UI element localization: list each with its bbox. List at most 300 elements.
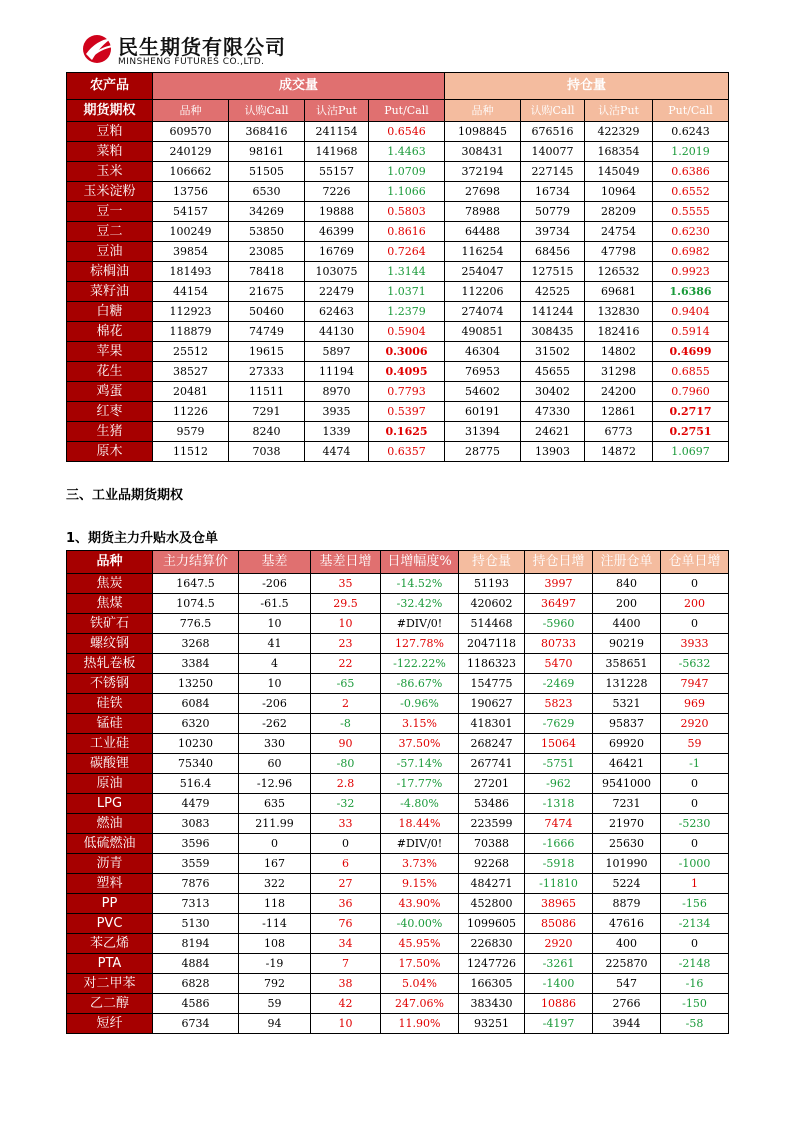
table-cell: 141244 — [521, 302, 585, 322]
volume-group-header: 成交量 — [153, 73, 445, 100]
column-header: 品种 — [67, 551, 153, 574]
table-cell: -5230 — [661, 814, 729, 834]
table-cell: -80 — [311, 754, 381, 774]
table-cell: 200 — [661, 594, 729, 614]
logo-chinese-name: 民生期货有限公司 — [118, 35, 286, 59]
table-cell: 106662 — [153, 162, 229, 182]
table-cell: 145049 — [585, 162, 653, 182]
column-header: 基差 — [239, 551, 311, 574]
table-row — [67, 202, 729, 222]
section-3-1-title: 1、期货主力升贴水及仓单 — [66, 531, 219, 546]
table-row — [67, 954, 729, 974]
table-cell: 8194 — [153, 934, 239, 954]
table-cell: 7038 — [229, 442, 305, 462]
table-cell: 76953 — [445, 362, 521, 382]
table-cell: 6530 — [229, 182, 305, 202]
table-cell: -17.77% — [381, 774, 459, 794]
table-cell: 840 — [593, 574, 661, 594]
table-cell: 7231 — [593, 794, 661, 814]
table-cell: 16769 — [305, 242, 369, 262]
table-cell: 0 — [661, 834, 729, 854]
table-row — [67, 634, 729, 654]
table-cell: 1.3144 — [369, 262, 445, 282]
table-cell: 241154 — [305, 122, 369, 142]
table-cell: 59 — [239, 994, 311, 1014]
table-cell: 108 — [239, 934, 311, 954]
table-cell: 118 — [239, 894, 311, 914]
table-cell: 47798 — [585, 242, 653, 262]
table-cell: 101990 — [593, 854, 661, 874]
table-cell: 36497 — [525, 594, 593, 614]
table-row — [67, 894, 729, 914]
table-cell: 308431 — [445, 142, 521, 162]
table-cell: 254047 — [445, 262, 521, 282]
table-row — [67, 302, 729, 322]
row-label: 原木 — [67, 442, 153, 462]
table-cell: 225870 — [593, 954, 661, 974]
table-cell: 14802 — [585, 342, 653, 362]
table-cell: -114 — [239, 914, 311, 934]
table-cell: 452800 — [459, 894, 525, 914]
table-cell: 0 — [661, 574, 729, 594]
table-cell: 4479 — [153, 794, 239, 814]
table-cell: 308435 — [521, 322, 585, 342]
table-cell: -86.67% — [381, 674, 459, 694]
row-label: 花生 — [67, 362, 153, 382]
table-row — [67, 814, 729, 834]
table-cell: 0 — [239, 834, 311, 854]
table-cell: 1.0371 — [369, 282, 445, 302]
table-cell: 11512 — [153, 442, 229, 462]
table-cell: 0.6357 — [369, 442, 445, 462]
table-cell: 100249 — [153, 222, 229, 242]
table-cell: 50460 — [229, 302, 305, 322]
corner-bottom-label: 期货期权 — [67, 100, 153, 122]
row-label: 豆二 — [67, 222, 153, 242]
table-cell: 0.7793 — [369, 382, 445, 402]
table-cell: 43.90% — [381, 894, 459, 914]
table-cell: 10 — [311, 614, 381, 634]
row-label: 棉花 — [67, 322, 153, 342]
row-label: 菜籽油 — [67, 282, 153, 302]
table-cell: 46304 — [445, 342, 521, 362]
table-cell: -2148 — [661, 954, 729, 974]
table-cell: 4474 — [305, 442, 369, 462]
table-cell: 6734 — [153, 1014, 239, 1034]
row-label: 苹果 — [67, 342, 153, 362]
row-label: 硅铁 — [67, 694, 153, 714]
table-cell: 4884 — [153, 954, 239, 974]
table-cell: -19 — [239, 954, 311, 974]
column-header: 持仓日增 — [525, 551, 593, 574]
table-cell: 18.44% — [381, 814, 459, 834]
table-cell: 368416 — [229, 122, 305, 142]
table-cell: -11810 — [525, 874, 593, 894]
row-label: 菜粕 — [67, 142, 153, 162]
table-row — [67, 122, 729, 142]
table-cell: 5.04% — [381, 974, 459, 994]
table-row — [67, 874, 729, 894]
table-cell: 1099605 — [459, 914, 525, 934]
table-cell: 44154 — [153, 282, 229, 302]
table-cell: 10886 — [525, 994, 593, 1014]
table-cell: 422329 — [585, 122, 653, 142]
row-label: 对二甲苯 — [67, 974, 153, 994]
table-cell: 2 — [311, 694, 381, 714]
table-cell: 181493 — [153, 262, 229, 282]
table-row — [67, 382, 729, 402]
table-cell: 7474 — [525, 814, 593, 834]
table-cell: 182416 — [585, 322, 653, 342]
table-cell: 676516 — [521, 122, 585, 142]
table-cell: -0.96% — [381, 694, 459, 714]
table-cell: 23 — [311, 634, 381, 654]
table-cell: 64488 — [445, 222, 521, 242]
table-cell: 0.4699 — [653, 342, 729, 362]
table-cell: 358651 — [593, 654, 661, 674]
table-cell: 7291 — [229, 402, 305, 422]
table-cell: -122.22% — [381, 654, 459, 674]
table-cell: #DIV/0! — [381, 834, 459, 854]
table-row — [67, 242, 729, 262]
table-cell: -156 — [661, 894, 729, 914]
table-cell: 50779 — [521, 202, 585, 222]
row-label: 燃油 — [67, 814, 153, 834]
table-cell: 27 — [311, 874, 381, 894]
table-cell: 0.4095 — [369, 362, 445, 382]
table-cell: 792 — [239, 974, 311, 994]
table-cell: 10 — [239, 614, 311, 634]
table-cell: 11226 — [153, 402, 229, 422]
table-row — [67, 362, 729, 382]
table-cell: 1.6386 — [653, 282, 729, 302]
table-cell: 6 — [311, 854, 381, 874]
table-cell: 22479 — [305, 282, 369, 302]
column-header: Put/Call — [369, 100, 445, 122]
table-cell: 6773 — [585, 422, 653, 442]
table-cell: 227145 — [521, 162, 585, 182]
table-cell: 37.50% — [381, 734, 459, 754]
table-cell: 45655 — [521, 362, 585, 382]
table-cell: 8879 — [593, 894, 661, 914]
table-cell: 15064 — [525, 734, 593, 754]
table-cell: 1.2019 — [653, 142, 729, 162]
table-cell: 5130 — [153, 914, 239, 934]
row-label: 豆一 — [67, 202, 153, 222]
table-cell: 53486 — [459, 794, 525, 814]
table-cell: 1.4463 — [369, 142, 445, 162]
table-cell: -5960 — [525, 614, 593, 634]
table-cell: 484271 — [459, 874, 525, 894]
table-cell: 268247 — [459, 734, 525, 754]
table-cell: 3083 — [153, 814, 239, 834]
table-cell: -61.5 — [239, 594, 311, 614]
table-cell: 28209 — [585, 202, 653, 222]
table-cell: 267741 — [459, 754, 525, 774]
table-cell: 27698 — [445, 182, 521, 202]
section-3-title: 三、工业品期货期权 — [66, 488, 184, 503]
row-label: 工业硅 — [67, 734, 153, 754]
table-cell: 166305 — [459, 974, 525, 994]
table-cell: -2134 — [661, 914, 729, 934]
table-cell: 4586 — [153, 994, 239, 1014]
table-cell: 21970 — [593, 814, 661, 834]
table-cell: 78418 — [229, 262, 305, 282]
table-cell: 0.6386 — [653, 162, 729, 182]
table-cell: 1 — [661, 874, 729, 894]
table-cell: -5918 — [525, 854, 593, 874]
table-cell: 31394 — [445, 422, 521, 442]
column-header: Put/Call — [653, 100, 729, 122]
table-row — [67, 442, 729, 462]
table-cell: 969 — [661, 694, 729, 714]
column-header: 主力结算价 — [153, 551, 239, 574]
table-cell: 46399 — [305, 222, 369, 242]
row-label: PVC — [67, 914, 153, 934]
table-cell: 14872 — [585, 442, 653, 462]
table-cell: 0.6982 — [653, 242, 729, 262]
table-cell: 211.99 — [239, 814, 311, 834]
table-cell: 8970 — [305, 382, 369, 402]
table-cell: 13756 — [153, 182, 229, 202]
table-cell: 103075 — [305, 262, 369, 282]
table-cell: 92268 — [459, 854, 525, 874]
table-cell: 0.8616 — [369, 222, 445, 242]
table-cell: 4 — [239, 654, 311, 674]
table-cell: 609570 — [153, 122, 229, 142]
table-cell: 11194 — [305, 362, 369, 382]
table-row — [67, 674, 729, 694]
table-row — [67, 614, 729, 634]
table-cell: 3384 — [153, 654, 239, 674]
table-cell: 17.50% — [381, 954, 459, 974]
table-row — [67, 754, 729, 774]
column-header: 认沽Put — [305, 100, 369, 122]
row-label: 红枣 — [67, 402, 153, 422]
table-cell: 2920 — [525, 934, 593, 954]
table-cell: 93251 — [459, 1014, 525, 1034]
corner-top-label: 农产品 — [67, 73, 153, 100]
table-cell: 3.15% — [381, 714, 459, 734]
table-cell: 7876 — [153, 874, 239, 894]
table-row — [67, 594, 729, 614]
column-header: 日增幅度% — [381, 551, 459, 574]
table-cell: 0.3006 — [369, 342, 445, 362]
row-label: LPG — [67, 794, 153, 814]
table-cell: 1186323 — [459, 654, 525, 674]
table-cell: 274074 — [445, 302, 521, 322]
table-cell: 490851 — [445, 322, 521, 342]
table-cell: 3944 — [593, 1014, 661, 1034]
table-cell: 635 — [239, 794, 311, 814]
table-cell: 3596 — [153, 834, 239, 854]
table-cell: -1000 — [661, 854, 729, 874]
table-cell: -206 — [239, 574, 311, 594]
table-cell: 0.7960 — [653, 382, 729, 402]
row-label: PP — [67, 894, 153, 914]
table-cell: -40.00% — [381, 914, 459, 934]
table-cell: 11511 — [229, 382, 305, 402]
table-cell: -3261 — [525, 954, 593, 974]
table-cell: -150 — [661, 994, 729, 1014]
table-cell: 418301 — [459, 714, 525, 734]
table-cell: -962 — [525, 774, 593, 794]
row-label: PTA — [67, 954, 153, 974]
table-cell: 34269 — [229, 202, 305, 222]
table-cell: -58 — [661, 1014, 729, 1034]
table-cell: -32.42% — [381, 594, 459, 614]
table-cell: 47330 — [521, 402, 585, 422]
table-cell: -5751 — [525, 754, 593, 774]
table-cell: 0.5555 — [653, 202, 729, 222]
logo-english-name: MINSHENG FUTURES CO.,LTD. — [118, 57, 265, 67]
row-label: 铁矿石 — [67, 614, 153, 634]
table-cell: 51193 — [459, 574, 525, 594]
agri-options-table — [66, 72, 729, 462]
column-header: 基差日增 — [311, 551, 381, 574]
table-cell: 118879 — [153, 322, 229, 342]
table-cell: 5321 — [593, 694, 661, 714]
row-label: 原油 — [67, 774, 153, 794]
table-cell: 53850 — [229, 222, 305, 242]
table-cell: 13250 — [153, 674, 239, 694]
table-cell: 95837 — [593, 714, 661, 734]
table-cell: 22 — [311, 654, 381, 674]
table-row — [67, 934, 729, 954]
table-cell: 0 — [661, 934, 729, 954]
table-cell: 62463 — [305, 302, 369, 322]
table-row — [67, 162, 729, 182]
row-label: 苯乙烯 — [67, 934, 153, 954]
table-cell: 0.1625 — [369, 422, 445, 442]
table-row — [67, 402, 729, 422]
table-cell: 60191 — [445, 402, 521, 422]
table-cell: 44130 — [305, 322, 369, 342]
table-cell: 127.78% — [381, 634, 459, 654]
column-header: 品种 — [153, 100, 229, 122]
table-row — [67, 794, 729, 814]
table-cell: 54157 — [153, 202, 229, 222]
table-cell: 0 — [311, 834, 381, 854]
table-cell: 3935 — [305, 402, 369, 422]
table-cell: 60 — [239, 754, 311, 774]
table-cell: 516.4 — [153, 774, 239, 794]
table-cell: 70388 — [459, 834, 525, 854]
table-cell: 0.5914 — [653, 322, 729, 342]
table-cell: 29.5 — [311, 594, 381, 614]
row-label: 白糖 — [67, 302, 153, 322]
table-cell: 2920 — [661, 714, 729, 734]
table-cell: 42 — [311, 994, 381, 1014]
table-cell: 0.9923 — [653, 262, 729, 282]
table-cell: 127515 — [521, 262, 585, 282]
table-cell: 5470 — [525, 654, 593, 674]
table-cell: 12861 — [585, 402, 653, 422]
table-cell: 1647.5 — [153, 574, 239, 594]
table-row — [67, 1014, 729, 1034]
table-cell: 247.06% — [381, 994, 459, 1014]
table-cell: 1247726 — [459, 954, 525, 974]
row-label: 乙二醇 — [67, 994, 153, 1014]
table-cell: 1.0709 — [369, 162, 445, 182]
open-interest-group-header: 持仓量 — [445, 73, 729, 100]
table-cell: 7313 — [153, 894, 239, 914]
table-cell: 38527 — [153, 362, 229, 382]
table-row — [67, 282, 729, 302]
table-cell: 25512 — [153, 342, 229, 362]
table-cell: 0.6552 — [653, 182, 729, 202]
column-header: 认购Call — [229, 100, 305, 122]
table-cell: 24621 — [521, 422, 585, 442]
table-cell: 34 — [311, 934, 381, 954]
row-label: 低硫燃油 — [67, 834, 153, 854]
row-label: 玉米 — [67, 162, 153, 182]
table-cell: 1098845 — [445, 122, 521, 142]
table-cell: 0.2751 — [653, 422, 729, 442]
table-cell: 41 — [239, 634, 311, 654]
table-cell: 47616 — [593, 914, 661, 934]
table-row — [67, 714, 729, 734]
table-cell: 126532 — [585, 262, 653, 282]
table-cell: 59 — [661, 734, 729, 754]
table-cell: 10 — [239, 674, 311, 694]
table-cell: -4.80% — [381, 794, 459, 814]
table-cell: 9.15% — [381, 874, 459, 894]
row-label: 沥青 — [67, 854, 153, 874]
row-label: 豆粕 — [67, 122, 153, 142]
table-cell: 7226 — [305, 182, 369, 202]
table-row — [67, 994, 729, 1014]
table-cell: 39854 — [153, 242, 229, 262]
table-cell: 54602 — [445, 382, 521, 402]
table-cell: 24754 — [585, 222, 653, 242]
table-cell: 132830 — [585, 302, 653, 322]
table-cell: 31502 — [521, 342, 585, 362]
table-cell: 3933 — [661, 634, 729, 654]
table-cell: 8240 — [229, 422, 305, 442]
table-cell: 0 — [661, 794, 729, 814]
table-cell: 23085 — [229, 242, 305, 262]
table-cell: 226830 — [459, 934, 525, 954]
table-cell: -1400 — [525, 974, 593, 994]
row-label: 焦炭 — [67, 574, 153, 594]
table-cell: 39734 — [521, 222, 585, 242]
table-cell: 0.2717 — [653, 402, 729, 422]
table-cell: 5897 — [305, 342, 369, 362]
table-cell: 42525 — [521, 282, 585, 302]
table-cell: 0.6243 — [653, 122, 729, 142]
table-cell: 141968 — [305, 142, 369, 162]
table-cell: 372194 — [445, 162, 521, 182]
table-cell: 0 — [661, 774, 729, 794]
table-cell: 78988 — [445, 202, 521, 222]
table-cell: 51505 — [229, 162, 305, 182]
table-cell: 116254 — [445, 242, 521, 262]
table-cell: 420602 — [459, 594, 525, 614]
row-label: 不锈钢 — [67, 674, 153, 694]
table-cell: 90219 — [593, 634, 661, 654]
row-label: 塑料 — [67, 874, 153, 894]
column-header: 认购Call — [521, 100, 585, 122]
table-cell: 9579 — [153, 422, 229, 442]
table-cell: 75340 — [153, 754, 239, 774]
table-cell: 0.5803 — [369, 202, 445, 222]
table-cell: 3268 — [153, 634, 239, 654]
row-label: 锰硅 — [67, 714, 153, 734]
table-cell: 19888 — [305, 202, 369, 222]
table-cell: 112923 — [153, 302, 229, 322]
row-label: 玉米淀粉 — [67, 182, 153, 202]
